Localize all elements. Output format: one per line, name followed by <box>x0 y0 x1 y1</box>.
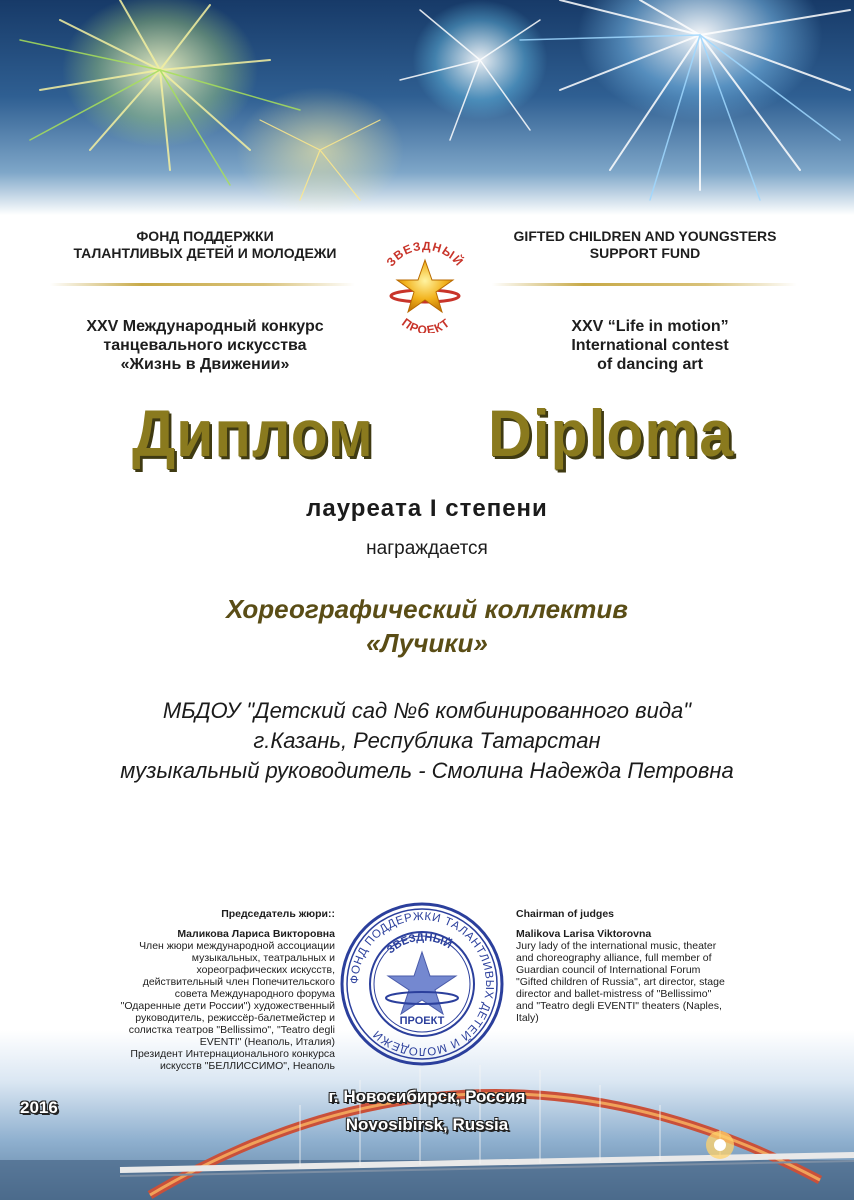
jury-ru-line: искусств "БЕЛЛИССИМО", Неаполь <box>159 1060 335 1072</box>
jury-block-en <box>516 908 741 1024</box>
fireworks-illustration <box>0 0 854 215</box>
jury-ru-line: музыкальных, театральных и <box>191 952 335 964</box>
city-ru: г. Новосибирск, Россия <box>328 1087 526 1106</box>
info-supervisor: музыкальный руководитель - Смолина Надежда Петровна <box>120 758 734 783</box>
contest-en-line3: of dancing art <box>597 356 703 373</box>
svg-text:ФОНД ПОДДЕРЖКИ ТАЛАНТЛИВЫХ ДЕТ: ФОНД ПОДДЕРЖКИ ТАЛАНТЛИВЫХ ДЕТЕЙ И МОЛОДЕЖИ <box>348 910 496 1058</box>
svg-text:ПРОЕКТ: ПРОЕКТ <box>399 315 453 333</box>
info-location: г.Казань, Республика Татарстан <box>253 728 601 753</box>
contest-name-en <box>490 317 810 374</box>
contest-en-line1: XXV “Life in motion” <box>571 318 729 335</box>
stamp-icon <box>338 900 506 1068</box>
contest-ru-line2: танцевального искусства <box>103 337 307 354</box>
jury-en-line: Guardian council of International Forum <box>516 964 701 976</box>
jury-en-line: and "Teatro degli EVENTI" theaters (Naples, <box>516 1000 722 1012</box>
jury-en-line: director and ballet-mistress of "Bellissimo" <box>516 988 712 1000</box>
jury-heading-ru: Председатель жюри:: <box>221 908 335 920</box>
recipient-info <box>0 696 854 786</box>
fund-name-en-line1: GIFTED CHILDREN AND YOUNGSTERS <box>513 228 777 244</box>
jury-ru-line: совета Международного форума <box>174 988 335 1000</box>
fund-name-en <box>495 228 795 262</box>
fund-name-ru-line1: ФОНД ПОДДЕРЖКИ <box>136 228 274 244</box>
jury-ru-line: Президент Интернационального конкурса <box>130 1048 335 1060</box>
jury-ru-line: руководитель, режиссёр-балетмейстер и <box>135 1012 335 1024</box>
svg-text:ЗВЕЗДНЫЙ: ЗВЕЗДНЫЙ <box>384 931 454 957</box>
fireworks-banner <box>0 0 854 215</box>
jury-en-line: and choreography alliance, full member of <box>516 952 712 964</box>
recipient-line1: Хореографический коллектив <box>226 594 628 624</box>
jury-ru-line: действительный член Попечительского <box>142 976 335 988</box>
contest-name-ru <box>45 317 365 374</box>
diploma-title-ru: Диплом <box>132 396 374 470</box>
jury-ru-line: EVENTI" (Неаполь, Италия) <box>199 1036 335 1048</box>
recipient-line2: «Лучики» <box>366 628 488 658</box>
jury-name-ru: Маликова Лариса Викторовна <box>177 928 335 940</box>
jury-ru-line: "Одаренные дети России") художественный <box>120 1000 335 1012</box>
divider-left <box>50 283 355 286</box>
awarded-label: награждается <box>366 538 488 559</box>
city-en: Novosibirsk, Russia <box>345 1115 509 1134</box>
recipient-name <box>0 592 854 660</box>
fund-name-ru <box>55 228 355 262</box>
contest-ru-line1: XXV Международный конкурс <box>86 318 324 335</box>
star-logo-icon <box>370 238 480 333</box>
jury-en-line: Italy) <box>516 1012 539 1024</box>
contest-ru-line3: «Жизнь в Движении» <box>120 356 290 373</box>
diploma-title-en: Diploma <box>488 396 734 470</box>
jury-ru-line: солистка театров "Bellissimo", "Teatro degli <box>128 1024 335 1036</box>
jury-ru-line: хореографических искусств, <box>196 964 335 976</box>
svg-text:ПРОЕКТ: ПРОЕКТ <box>399 1015 445 1027</box>
fund-name-en-line2: SUPPORT FUND <box>589 245 701 261</box>
divider-right <box>492 283 797 286</box>
jury-name-en: Malikova Larisa Viktorovna <box>516 928 652 940</box>
fund-name-ru-line2: ТАЛАНТЛИВЫХ ДЕТЕЙ И МОЛОДЕЖИ <box>73 245 337 261</box>
year-label: 2016 <box>20 1098 58 1117</box>
jury-en-line: Jury lady of the international music, theater <box>516 940 717 952</box>
jury-heading-en: Chairman of judges <box>516 908 615 920</box>
jury-block-ru <box>110 908 335 1072</box>
info-institution: МБДОУ "Детский сад №6 комбинированного вида" <box>162 698 692 723</box>
star-project-logo <box>370 238 480 333</box>
contest-en-line2: International contest <box>571 337 729 354</box>
jury-en-line: "Gifted children of Russia", art director, stage <box>516 976 725 988</box>
jury-ru-line: Член жюри международной ассоциации <box>139 940 335 952</box>
svg-text:ЗВЕЗДНЫЙ: ЗВЕЗДНЫЙ <box>383 238 467 270</box>
round-stamp <box>338 900 506 1068</box>
degree-label: лауреата I степени <box>306 495 548 522</box>
